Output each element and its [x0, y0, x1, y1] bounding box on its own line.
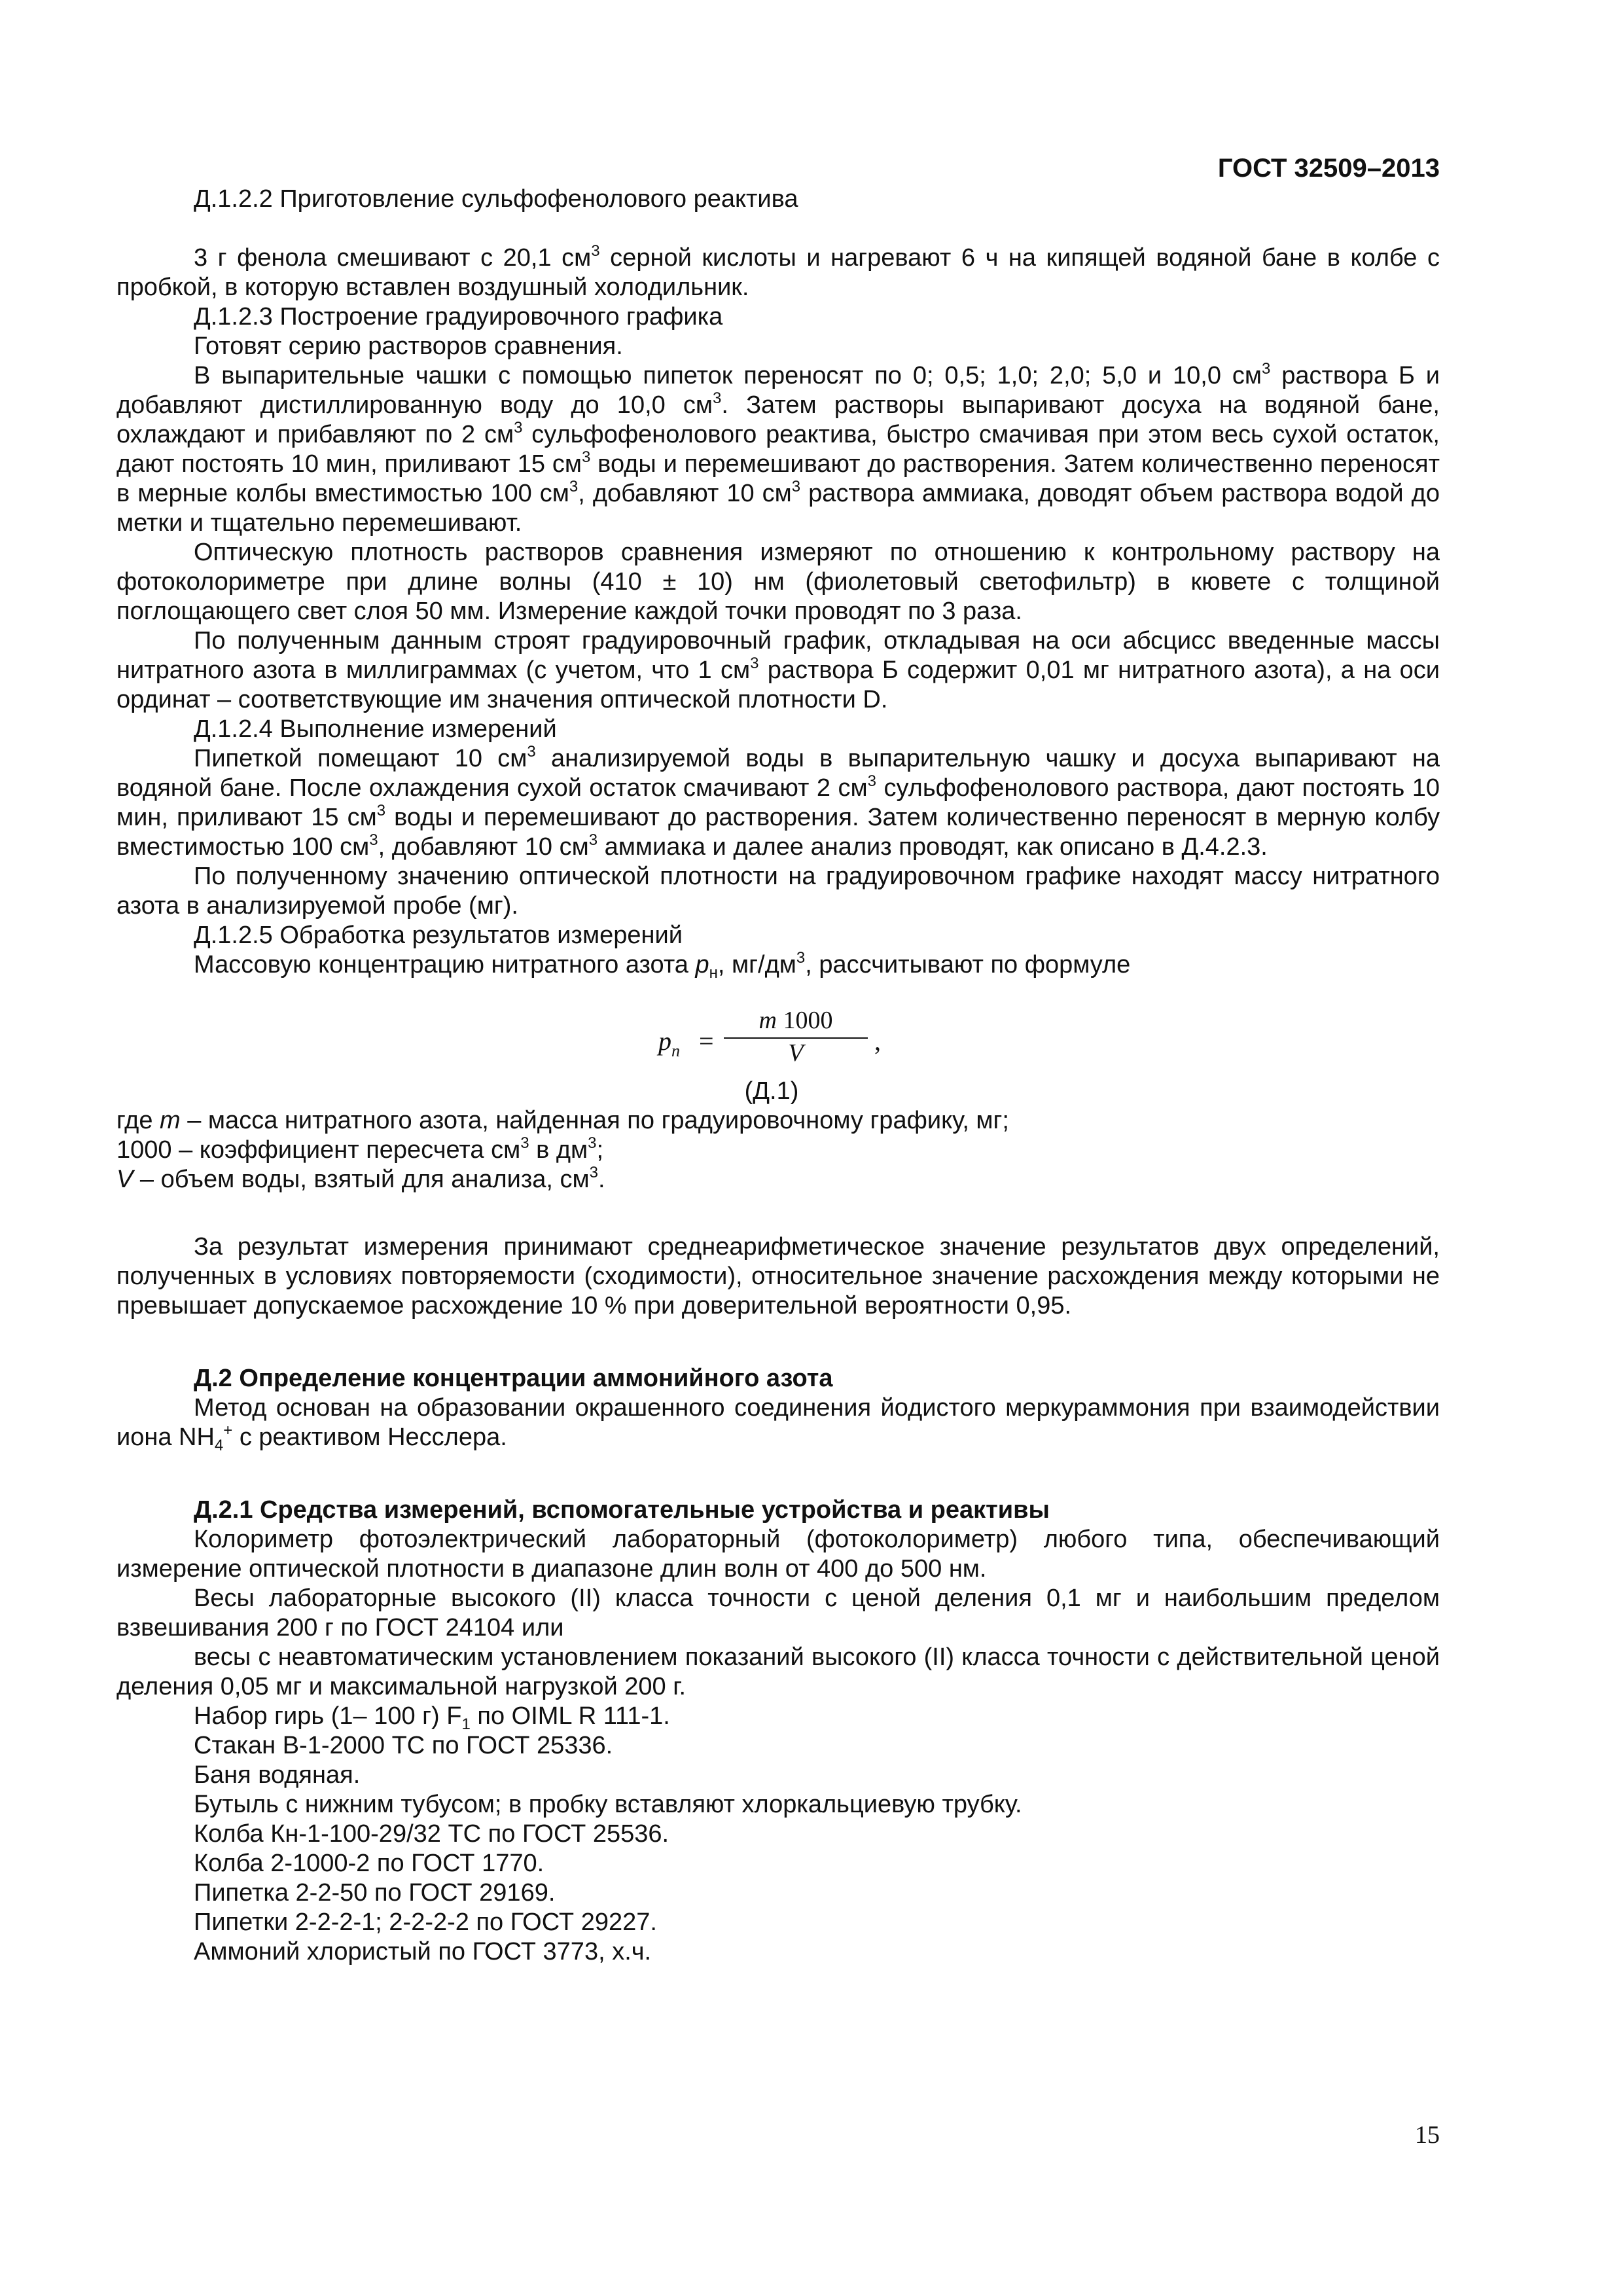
subsection-heading: Д.1.2.4 Выполнение измерений — [194, 715, 557, 743]
list-item: Пипетка 2-2-50 по ГОСТ 29169. — [194, 1879, 556, 1907]
formula-denominator: V — [788, 1039, 804, 1067]
formula-equals: = — [699, 1026, 714, 1056]
paragraph: 3 г фенола смешивают с 20,1 $см^3$ серной кислоты и нагревают 6 ч на кипящей водяной бане в колбе с пробкой, в которую вставлен воздушный холодильник. — [116, 242, 1440, 301]
list-item: Бутыль с нижним тубусом; в пробку вставляют хлоркальциевую трубку. — [194, 1791, 1022, 1818]
formula-numerator: m 1000 — [724, 1006, 868, 1039]
list-item: Колба 2-1000-2 по ГОСТ 1770. — [194, 1850, 544, 1877]
formula-lhs: $p_n$ — [658, 1026, 680, 1060]
list-item: Колба Кн-1-100-29/32 ТС по ГОСТ 25536. — [194, 1820, 669, 1848]
paragraph: Оптическую плотность растворов сравнения измеряют по отношению к контрольному раствору на фотоколориметре при длине волны (410 ± 10) нм (фиолетовый светофильтр) в кювете с толщиной поглощающего свет слоя 50 мм. Измерение каждой точки проводят по 3 раза. — [116, 539, 1440, 625]
paragraph: весы с неавтоматическим установлением показаний высокого (II) класса точности с действительной ценой деления 0,05 мг и максимальной нагрузкой 200 г. — [116, 1643, 1440, 1700]
list-item: Набор гирь (1– 100 г) $F_1$ по OIML R 111-1. — [194, 1702, 670, 1733]
page-number: 15 — [1415, 2121, 1440, 2149]
subsection-heading: Д.1.2.2 Приготовление сульфофенолового реактива — [194, 185, 798, 213]
document-id: ГОСТ 32509–2013 — [1217, 154, 1440, 183]
list-item: Баня водяная. — [194, 1761, 361, 1789]
formula-number: (Д.1) — [744, 1077, 799, 1105]
paragraph: По полученным данным строят градуировочный график, откладывая на оси абсцисс введенные массы нитратного азота в миллиграммах (с учетом, что 1 $см^3$ раствора Б содержит 0,01 мг нитратного азота), а на оси ординат – соответствующие им значения оптической плотности D. — [116, 627, 1440, 713]
paragraph: Готовят серию растворов сравнения. — [194, 332, 623, 360]
paragraph: В выпарительные чашки с помощью пипеток переносят по 0; 0,5; 1,0; 2,0; 5,0 и 10,0 $см^3$ раствора Б и добавляют дистиллированную воду до 10,0 $см^3$. Затем растворы выпаривают досуха на водяной бане, охлаждают и прибавляют по 2 $см^3$ сульфофенолового реактива, быстро смачивая при этом весь сухой остаток, дают постоять 10 мин, приливают 15 $см^3$ воды и перемешивают до растворения. Затем количественно переносят в мерные колбы вместимостью 100 $см^3$, добавляют 10 $см^3$ раствора аммиака, доводят объем раствора водой до метки и тщательно перемешивают. — [116, 360, 1440, 537]
subsection-heading: Д.1.2.3 Построение градуировочного графика — [194, 303, 723, 331]
formula-fraction — [724, 1006, 868, 1067]
section-heading: Д.2 Определение концентрации аммонийного азота — [194, 1365, 833, 1392]
paragraph: По полученному значению оптической плотности на градуировочном графике находят массу нитратного азота в анализируемой пробе (мг). — [116, 863, 1440, 920]
list-item: Пипетки 2-2-2-1; 2-2-2-2 по ГОСТ 29227. — [194, 1909, 657, 1936]
formula-comma: , — [874, 1026, 881, 1056]
subsection-heading: Д.1.2.5 Обработка результатов измерений — [194, 922, 683, 949]
paragraph: Колориметр фотоэлектрический лабораторный (фотоколориметр) любого типа, обеспечивающий измерение оптической плотности в диапазоне длин волн от 400 до 500 нм. — [116, 1526, 1440, 1583]
legend-line: 1000 – коэффициент пересчета $см^3$ в $дм^3$; — [116, 1134, 604, 1164]
legend-line: V – объем воды, взятый для анализа, $см^3$. — [116, 1164, 605, 1193]
list-item: Стакан В-1-2000 ТС по ГОСТ 25336. — [194, 1732, 613, 1759]
paragraph: Пипеткой помещают 10 $см^3$ анализируемой воды в выпарительную чашку и досуха выпаривают на водяной бане. После охлаждения сухой остаток смачивают 2 $см^3$ сульфофенолового раствора, дают постоять 10 мин, приливают 15 $см^3$ воды и перемешивают до растворения. Затем количественно переносят в мерную колбу вместимостью 100 $см^3$, добавляют 10 $см^3$ аммиака и далее анализ проводят, как описано в Д.4.2.3. — [116, 743, 1440, 861]
paragraph: Массовую концентрацию нитратного азота $p_н$, $мг/дм^3$, рассчитывают по формуле — [194, 949, 1131, 982]
legend-line: где m – масса нитратного азота, найденная по градуировочному графику, мг; — [116, 1107, 1009, 1134]
section-heading: Д.2.1 Средства измерений, вспомогательные устройства и реактивы — [194, 1496, 1050, 1524]
document-body — [116, 185, 1440, 1967]
formula-d1 — [116, 1006, 1440, 1071]
paragraph: Весы лабораторные высокого (II) класса точности с ценой деления 0,1 мг и наибольшим пределом взвешивания 200 г по ГОСТ 24104 или — [116, 1585, 1440, 1641]
paragraph: Метод основан на образовании окрашенного соединения йодистого меркураммония при взаимодействии иона $NH_4^+$ с реактивом Несслера. — [116, 1394, 1440, 1454]
paragraph: За результат измерения принимают среднеарифметическое значение результатов двух определений, полученных в условиях повторяемости (сходимости), относительное значение расхождения между которыми не превышает допускаемое расхождение 10 % при доверительной вероятности 0,95. — [116, 1233, 1440, 1319]
list-item: Аммоний хлористый по ГОСТ 3773, х.ч. — [194, 1938, 652, 1965]
